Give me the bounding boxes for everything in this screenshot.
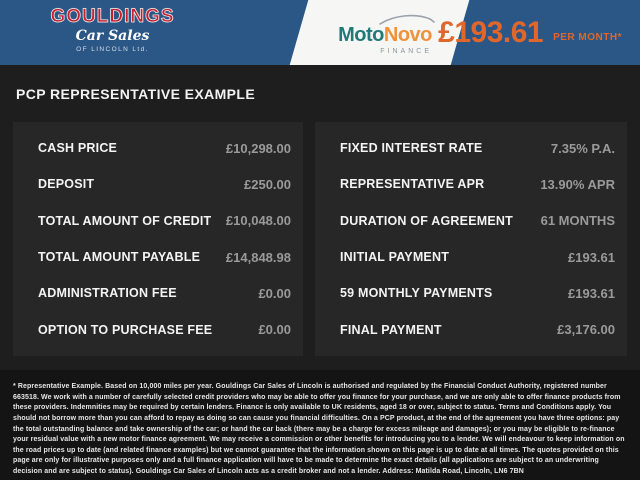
row-value: 7.35% P.A. xyxy=(550,140,615,156)
finance-text: FINANCE xyxy=(380,48,432,55)
price-per-month-label: PER MONTH* xyxy=(553,32,622,43)
header-banner xyxy=(0,0,640,65)
footer-disclaimer-section xyxy=(0,370,640,480)
table-row xyxy=(340,286,615,301)
left-finance-panel xyxy=(13,122,303,356)
row-label: TOTAL AMOUNT PAYABLE xyxy=(38,250,201,265)
row-value: £250.00 xyxy=(244,176,291,192)
table-row xyxy=(340,322,615,337)
finance-example-panels xyxy=(13,122,627,356)
legal-disclaimer-text: * Representative Example. Based on 10,000 miles per year. Gouldings Car Sales of Lincoln is authorised and regulated by the Financial Conduct Authority, registered number 663518. We work with a number of carefully selected credit providers who may be able to offer you finance for your purchase, and we are only able to offer finance products from these providers. Indemnities may be required by certain lenders. Finance is only available to UK residents, aged 18 or over, subject to status. Terms and Conditions apply. You should not borrow more than you can afford to repay as doing so can cause you financial difficulties. On a PCP product, at the end of the agreement you have three options: pay the total outstanding balance and take ownership of the car; or hand the car back (there may be a charge for excess mileage and damages); or you may be eligible to re-finance your residual value with a new motor finance agreement. We may receive a commission or other benefits for introducing you to a lender. We will endeavour to keep information on the road prices up to date (and related finance examples) but we cannot guarantee that the information shown on this page is up to date at all times. The quotes provided on this page are only for illustrative purposes only and a full finance application will have to be made to determine the exact details (all applications are subject to an underwriting decision and are subject to status). Gouldings Car Sales of Lincoln acts as a credit broker and not a lender. Address: Matilda Road, Lincoln, LN6 7BN xyxy=(13,383,625,475)
table-row xyxy=(38,286,291,301)
car-swoosh-icon xyxy=(378,13,436,30)
row-value: £3,176.00 xyxy=(557,322,615,338)
row-value: £0.00 xyxy=(258,322,291,338)
dealer-subtitle: Car Sales xyxy=(75,28,150,44)
row-value: £0.00 xyxy=(258,285,291,301)
row-label: INITIAL PAYMENT xyxy=(340,250,450,265)
row-label: REPRESENTATIVE APR xyxy=(340,177,485,192)
row-label: CASH PRICE xyxy=(38,141,118,156)
row-label: OPTION TO PURCHASE FEE xyxy=(38,322,213,337)
table-row xyxy=(38,141,291,156)
table-row xyxy=(340,250,615,265)
moto-text: Moto xyxy=(338,24,384,46)
row-value: £14,848.98 xyxy=(225,249,291,265)
novo-text: Novo xyxy=(383,24,432,46)
row-label: DEPOSIT xyxy=(38,177,95,192)
row-value: £10,048.00 xyxy=(225,213,291,229)
table-row xyxy=(38,177,291,192)
row-value: 13.90% APR xyxy=(540,176,615,192)
monthly-price xyxy=(438,0,622,65)
table-row xyxy=(38,322,291,337)
row-value: £10,298.00 xyxy=(225,140,291,156)
row-value: £193.61 xyxy=(568,285,615,301)
dealer-logo xyxy=(40,7,185,54)
row-value: £193.61 xyxy=(568,249,615,265)
table-row xyxy=(340,213,615,228)
price-amount: £193.61 xyxy=(438,15,544,49)
row-label: ADMINISTRATION FEE xyxy=(38,286,177,301)
row-value: 61 MONTHS xyxy=(540,213,615,229)
dealer-tagline: OF LINCOLN Ltd. xyxy=(76,46,149,53)
table-row xyxy=(38,250,291,265)
row-label: 59 MONTHLY PAYMENTS xyxy=(340,286,493,301)
panel-footer-spacer xyxy=(0,356,640,370)
section-title-bar xyxy=(0,65,640,122)
table-row xyxy=(340,141,615,156)
row-label: FINAL PAYMENT xyxy=(340,322,442,337)
motonovo-logo xyxy=(330,13,440,55)
table-row xyxy=(340,177,615,192)
table-row xyxy=(38,213,291,228)
page-title: PCP REPRESENTATIVE EXAMPLE xyxy=(16,85,256,102)
dealer-name: GOULDINGS xyxy=(50,6,175,27)
row-label: DURATION OF AGREEMENT xyxy=(340,213,513,228)
right-finance-panel xyxy=(315,122,627,356)
row-label: TOTAL AMOUNT OF CREDIT xyxy=(38,213,212,228)
row-label: FIXED INTEREST RATE xyxy=(340,141,483,156)
